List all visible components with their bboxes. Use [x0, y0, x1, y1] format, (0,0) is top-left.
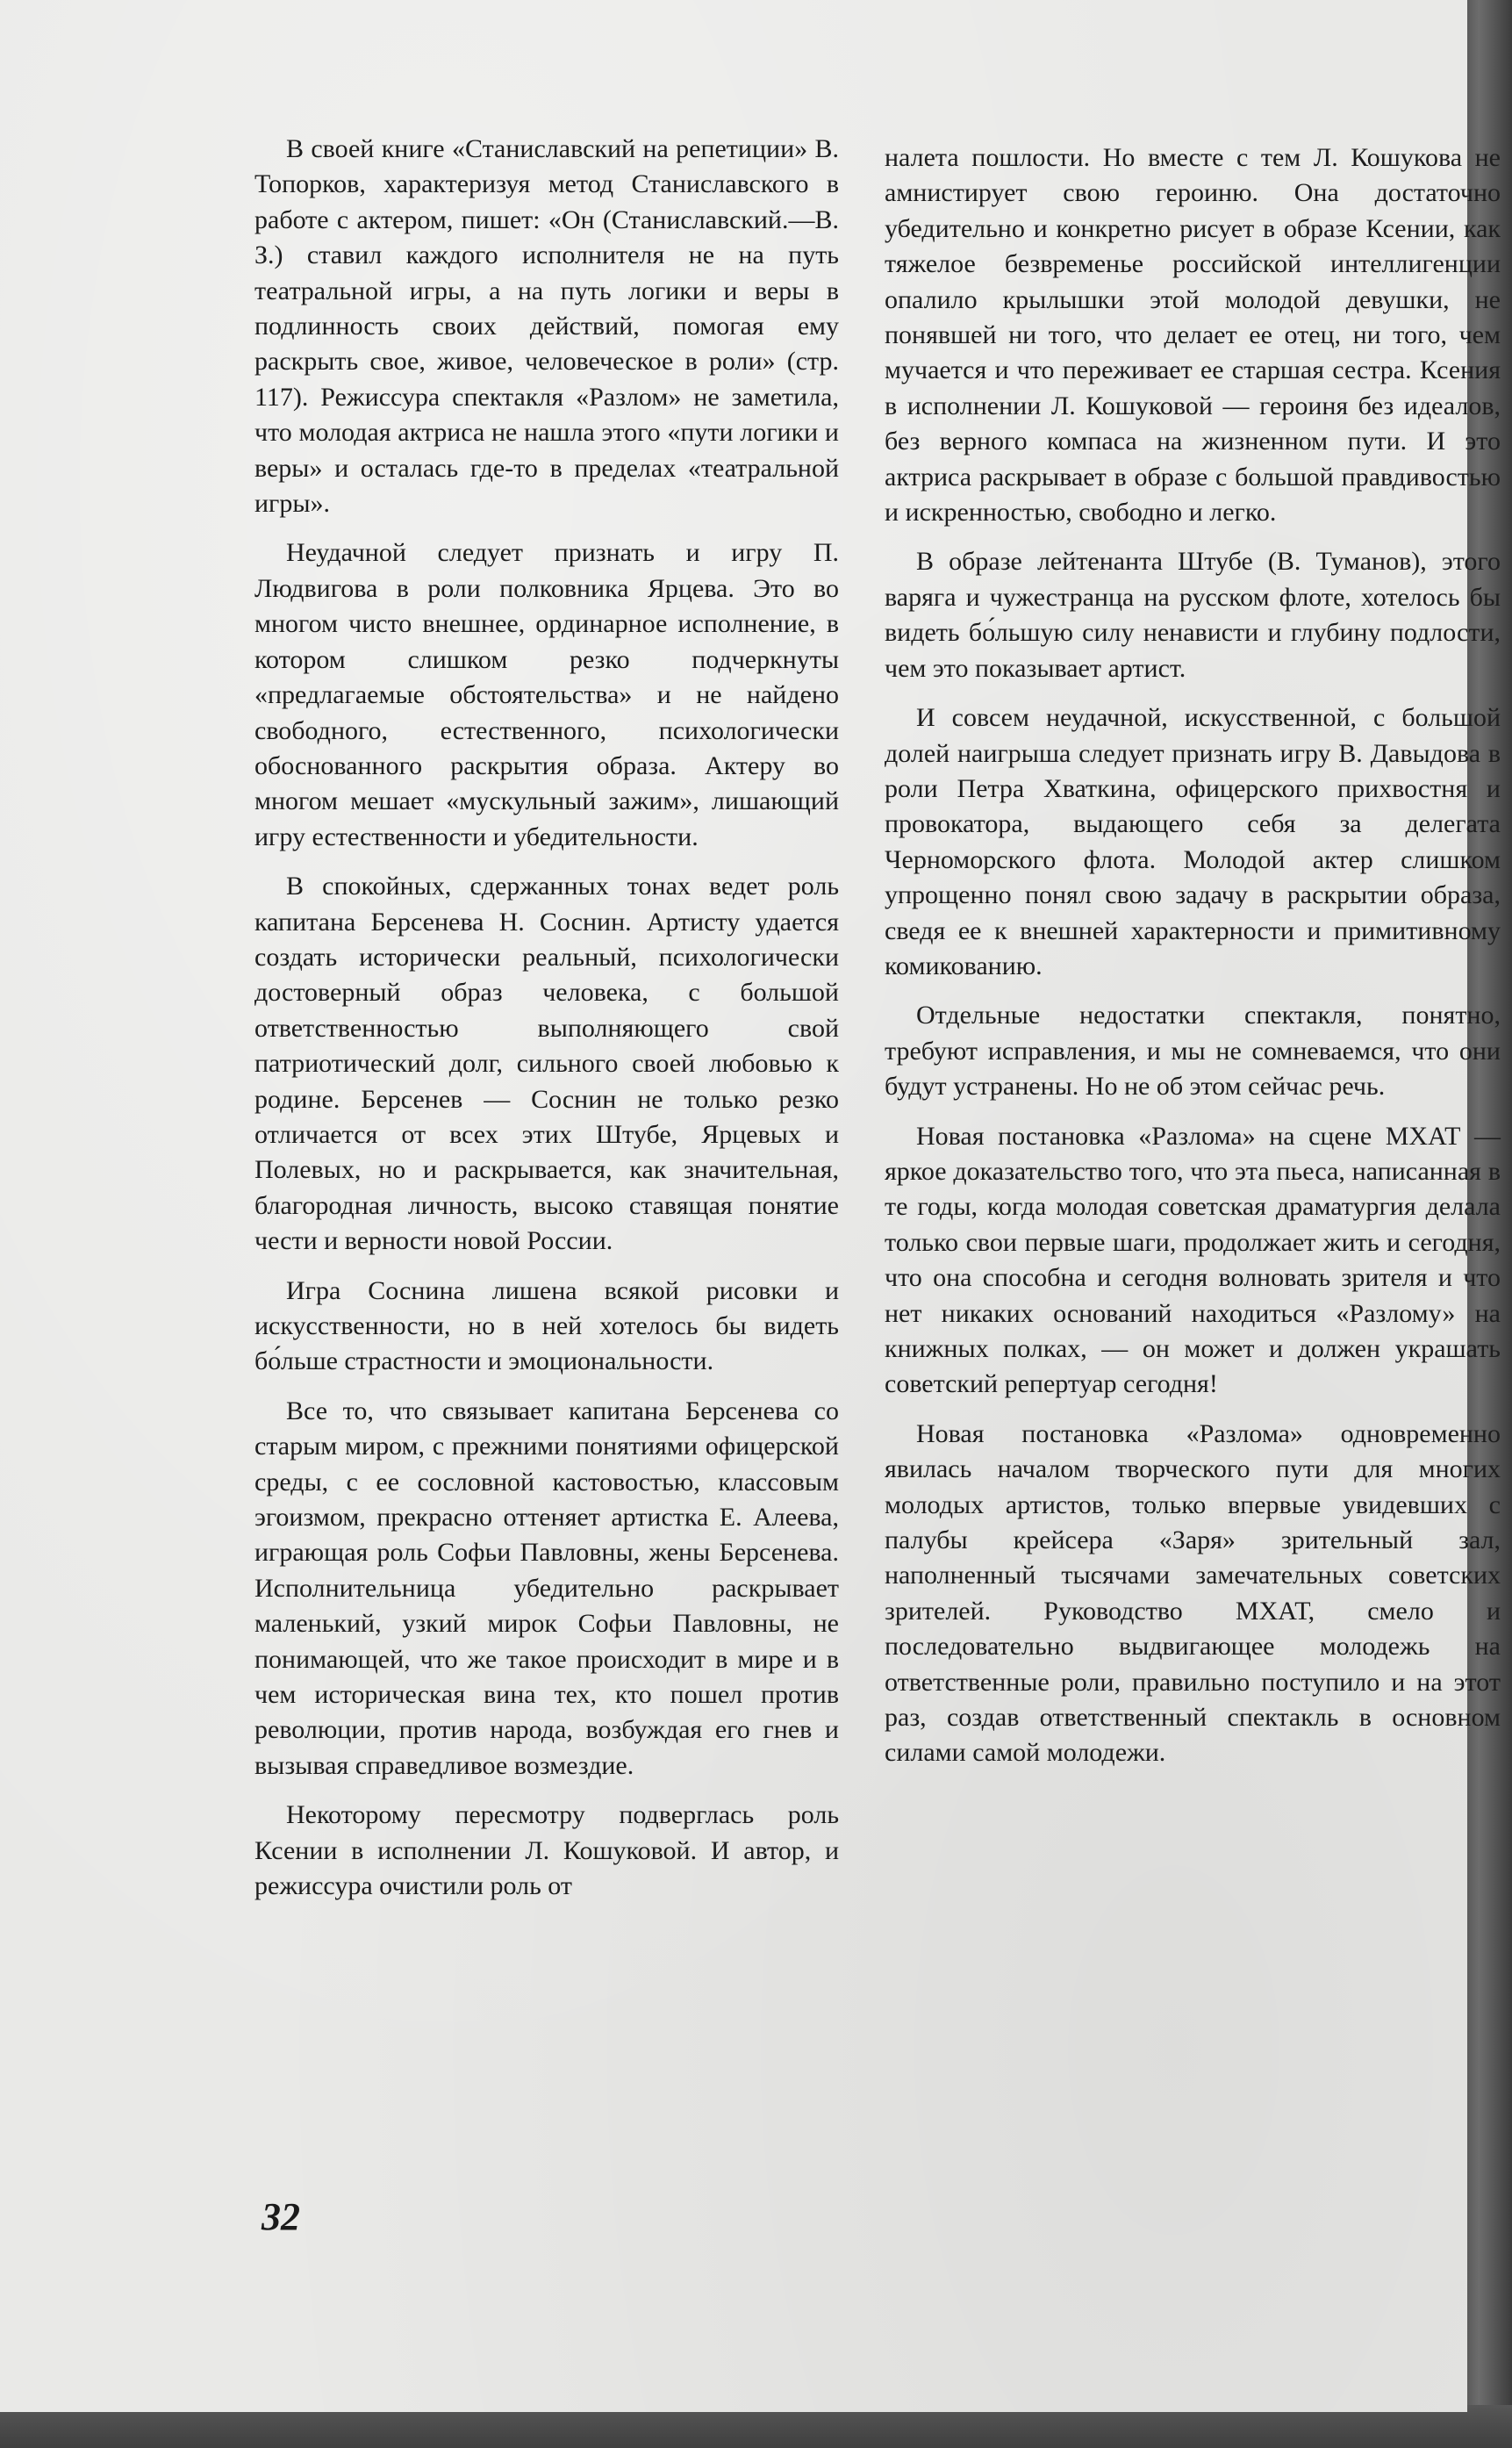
right-paragraph-5: Новая постановка «Разлома» на сцене МХАТ — яркое доказательство того, что эта пьеса, написанная в те годы, когда молодая советская драматургия делала только свои первые шаги, продолжает жить и сегодня, что она способна и сегодня волновать зрителя и что нет никаких оснований находиться «Разлому» на книжных полках, — он может и должен украшать советский репертуар сегодня!: [885, 1121, 1501, 1399]
right-paragraph-4: Отдельные недостатки спектакля, понятно, требуют исправления, и мы не сомневаемся, что они будут устранены. Но не об этом сейчас речь.: [885, 1001, 1501, 1102]
left-paragraph-3: В спокойных, сдержанных тонах ведет роль капитана Берсенева Н. Соснин. Артисту удается создать исторически реальный, психологически достоверный образ человека, с большой ответственностью выполняющего свой патриотический долг, сильного своей любовью к родине. Берсенев — Соснин не только резко отличается от всех этих Штубе, Ярцевых и Полевых, но и раскрывается, как значительная, благородная личность, высоко ставящая понятие чести и верности новой России.: [254, 872, 839, 1256]
right-paragraph-3: И совсем неудачной, искусственной, с большой долей наигрыша следует признать игру В. Давыдова в роли Петра Хваткина, офицерского прихвостня и провокатора, выдающего себя за делегата Черноморского флота. Молодой актер слишком упрощенно понял свою задачу в раскрытии образа, сведя ее к внешней характерности и примитивному комикованию.: [885, 703, 1501, 980]
right-paragraph-2: В образе лейтенанта Штубе (В. Туманов), этого варяга и чужестранца на русском флоте, хотелось бы видеть бо́льшую силу ненависти и глубину подлости, чем это показывает артист.: [885, 547, 1501, 683]
right-paragraph-1: налета пошлости. Но вместе с тем Л. Кошукова не амнистирует свою героиню. Она достаточно убедительно и конкретно рисует в образе Ксении, как тяжелое безвременье российской интеллигенции опалило крылышки этой молодой девушки, не понявшей ни того, что делает ее отец, ни того, чем мучается и что переживает ее старшая сестра. Ксения в исполнении Л. Кошуковой — героиня без идеалов, без верного компаса на жизненном пути. И это актриса раскрывает в образе с большой правдивостью и искренностью, свободно и легко.: [885, 143, 1501, 528]
left-paragraph-1: В своей книге «Станиславский на репетиции» В. Топорков, характеризуя метод Станиславского в работе с актером, пишет: «Он (Станиславский.—В. З.) ставил каждого исполнителя не на путь театральной игры, а на путь логики и веры в подлинность своих действий, помогая ему раскрыть свое, живое, человеческое в роли» (стр. 117). Режиссура спектакля «Разлом» не заметила, что молодая актриса не нашла этого «пути логики и веры» и осталась где-то в пределах «театральной игры».: [254, 134, 839, 519]
page-number: 32: [262, 2195, 300, 2238]
left-paragraph-2: Неудачной следует признать и игру П. Людвигова в роли полковника Ярцева. Это во многом чисто внешнее, ординарное исполнение, в котором слишком резко подчеркнуты «предлагаемые обстоятельства» и не найдено свободного, естественного, психологически обоснованного раскрытия образа. Актеру во многом мешает «мускульный зажим», лишающий игру естественности и убедительности.: [254, 538, 839, 851]
left-paragraph-4: Игра Соснина лишена всякой рисовки и искусственности, но в ней хотелось бы видеть бо́льше страстности и эмоциональности.: [254, 1275, 839, 1376]
left-paragraph-6: Некоторому пересмотру подверглась роль Ксении в исполнении Л. Кошуковой. И автор, и режиссура очистили роль от: [254, 1800, 839, 1901]
right-column: [885, 140, 1501, 1785]
left-column: [254, 132, 839, 1919]
left-paragraph-5: Все то, что связывает капитана Берсенева со старым миром, с прежними понятиями офицерской среды, с ее сословной кастовостью, классовым эгоизмом, прекрасно оттеняет артистка Е. Алеева, играющая роль Софьи Павловны, жены Берсенева. Исполнительница убедительно раскрывает маленький, узкий мирок Софьи Павловны, не понимающей, что же такое происходит в мире и в чем историческая вина тех, кто пошел против революции, против народа, возбуждая его гнев и вызывая справедливое возмездие.: [254, 1396, 839, 1780]
right-paragraph-6: Новая постановка «Разлома» одновременно явилась началом творческого пути для многих молодых артистов, только впервые увидевших с палубы крейсера «Заря» зрительный зал, наполненный тысячами замечательных советских зрителей. Руководство МХАТ, смело и последовательно выдвигающее молодежь на ответственные роли, правильно поступило и на этот раз, создав ответственный спектакль в основном силами самой молодежи.: [885, 1418, 1501, 1768]
